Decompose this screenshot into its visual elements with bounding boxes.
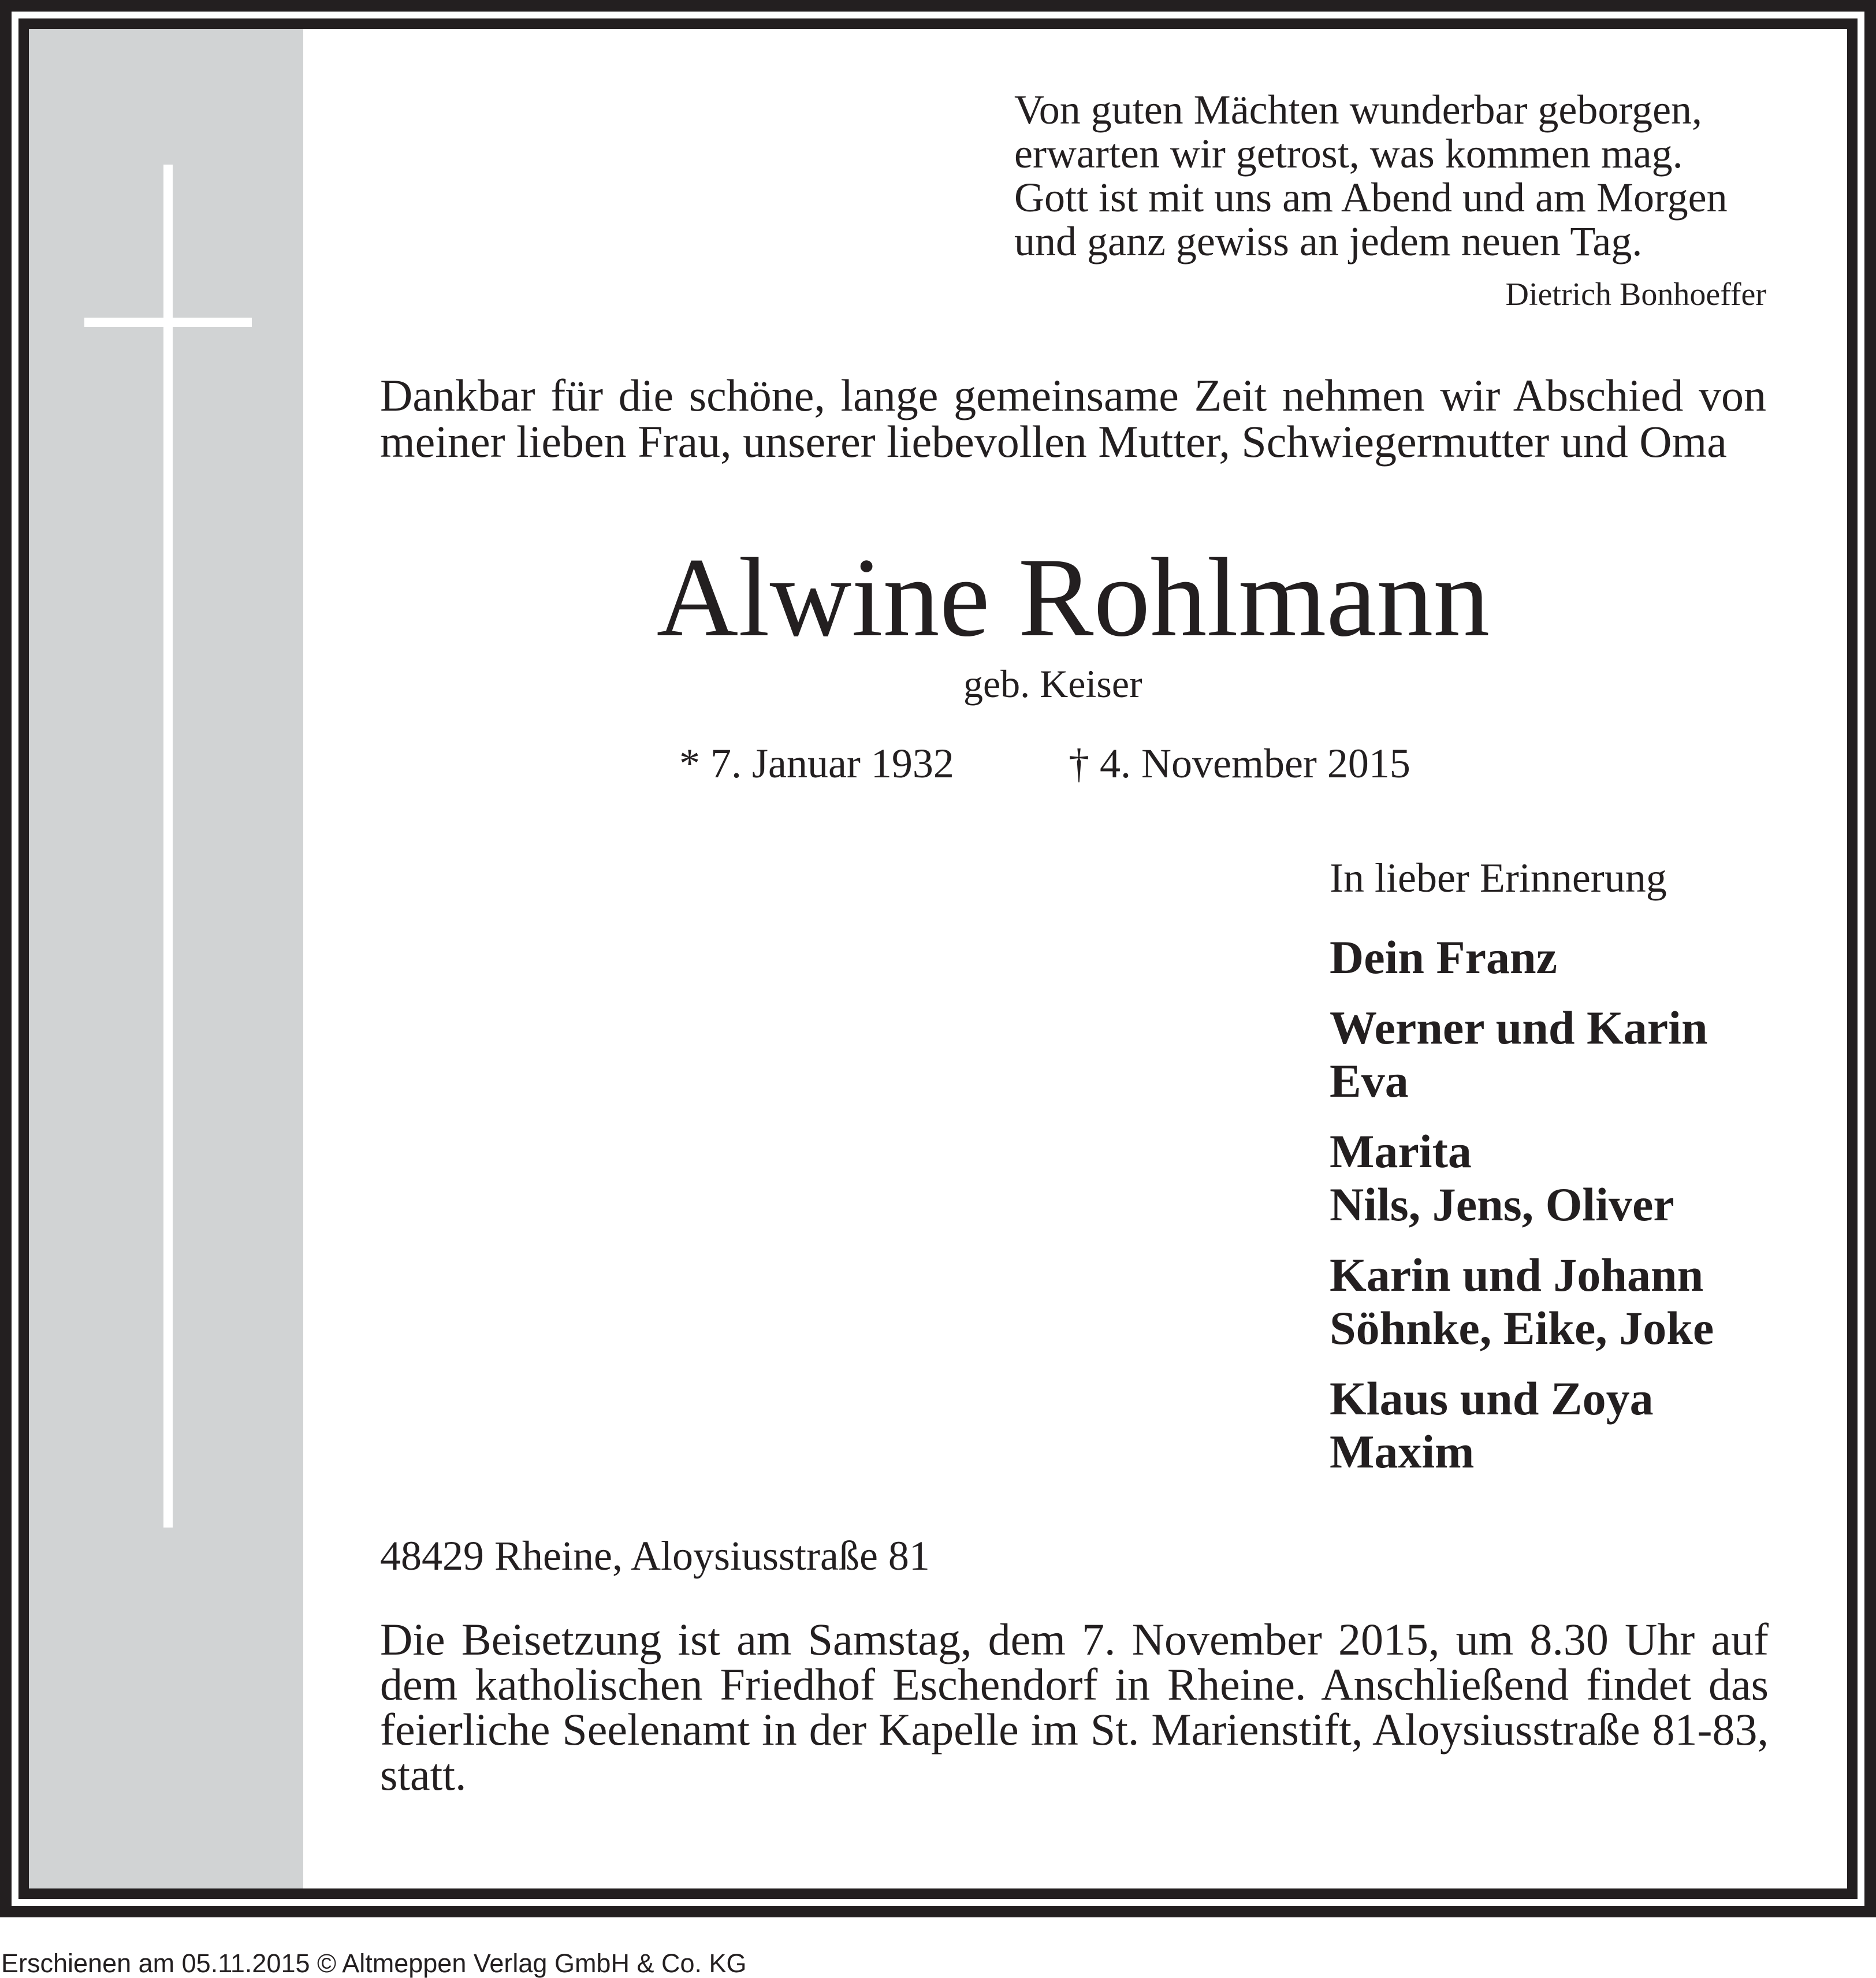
mourner-name: Karin und Johann (1330, 1249, 1704, 1301)
maiden-name: geb. Keiser (963, 662, 1142, 706)
death-date: † 4. November 2015 (1069, 740, 1410, 787)
mourner-name: Dein Franz (1330, 931, 1557, 984)
poem-line: erwarten wir getrost, was kommen mag. (1014, 131, 1683, 177)
deceased-name: Alwine Rohlmann (656, 535, 1490, 660)
poem-line: Von guten Mächten wunderbar geborgen, (1014, 87, 1703, 133)
mourner-name: Marita (1330, 1125, 1472, 1178)
birth-date: * 7. Januar 1932 (679, 740, 954, 787)
remembrance-label: In lieber Erinnerung (1330, 855, 1667, 901)
poem-line: Gott ist mit uns am Abend und am Morgen (1014, 174, 1728, 221)
publication-credit: Erschienen am 05.11.2015 © Altmeppen Verlag GmbH & Co. KG (1, 1949, 747, 1978)
mourner-name: Maxim (1330, 1425, 1475, 1478)
mourner-name: Werner und Karin (1330, 1001, 1708, 1054)
poem-author: Dietrich Bonhoeffer (1505, 277, 1766, 312)
mourner-group (1330, 931, 1849, 984)
intro-text: Dankbar für die schöne, lange gemeinsame Zeit nehmen wir Abschied von meiner lieben Frau, unserer liebevollen Mutter, Schwiegermutter und Oma (380, 370, 1766, 467)
poem-line: und ganz gewiss an jedem neuen Tag. (1014, 218, 1643, 265)
mourner-name: Nils, Jens, Oliver (1330, 1178, 1674, 1231)
mourner-name: Klaus und Zoya (1330, 1372, 1654, 1425)
mourner-name: Söhnke, Eike, Joke (1330, 1302, 1714, 1354)
mourner-group (1330, 1125, 1849, 1231)
mourner-group (1330, 1372, 1849, 1478)
bonhoeffer-poem (1014, 88, 1834, 263)
family-address: 48429 Rheine, Aloysiusstraße 81 (380, 1533, 930, 1579)
funeral-info: Die Beisetzung ist am Samstag, dem 7. November 2015, um 8.30 Uhr auf dem katholischen Friedhof Eschendorf in Rheine. Anschließend findet das feierliche Seelenamt in der Kapelle im St. Marienstift, Aloysiusstraße 81-83, statt. (380, 1614, 1769, 1800)
cross-horizontal-bar (84, 318, 252, 327)
cross-vertical-bar (163, 165, 173, 1528)
mourner-name: Eva (1330, 1055, 1409, 1107)
mourner-group (1330, 1001, 1849, 1108)
mourners-list (1330, 931, 1849, 1496)
mourner-group (1330, 1249, 1849, 1355)
